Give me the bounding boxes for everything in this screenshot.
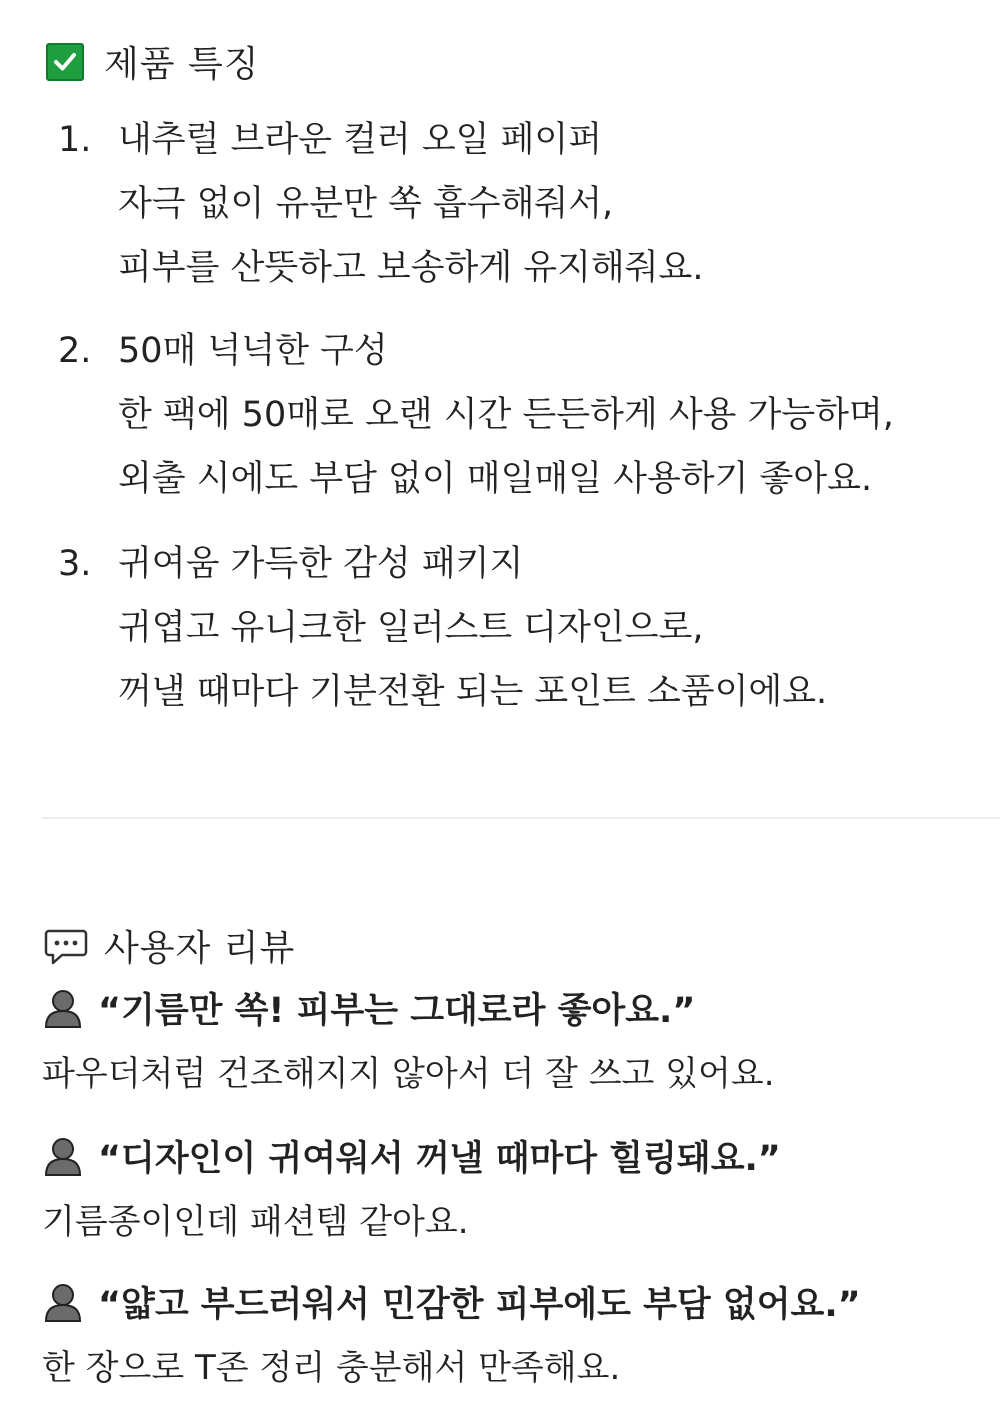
features-title: 제품 특징 [104,44,260,85]
features-heading [46,36,260,87]
feature-description-line: 외출 시에도 부담 없이 매일매일 사용하기 좋아요. [118,459,873,499]
review-body: 파우더처럼 건조해지지 않아서 더 잘 쓰고 있어요. [42,1054,775,1094]
review-body: 한 장으로 T존 정리 충분해서 만족해요. [42,1348,621,1388]
feature-heading: 내추럴 브라운 컬러 오일 페이퍼 [118,120,603,160]
reviews-title: 사용자 리뷰 [104,928,296,969]
feature-number: 2. [58,331,92,371]
feature-description-line: 한 팩에 50매로 오랜 시간 든든하게 사용 가능하며, [118,395,894,435]
feature-description-line: 귀엽고 유니크한 일러스트 디자인으로, [118,608,704,648]
section-divider [42,817,1000,819]
speech-bubble-icon [44,924,88,968]
review-quote: “디자인이 귀여워서 꺼낼 때마다 힐링돼요.” [98,1139,781,1179]
person-icon [42,987,84,1029]
check-mark-button-icon [46,43,84,81]
feature-number: 1. [58,120,92,160]
review-quote-row [42,1274,992,1330]
feature-item-1 [58,108,988,300]
review-quote: “기름만 쏙! 피부는 그대로라 좋아요.” [98,991,696,1031]
feature-heading: 50매 넉넉한 구성 [118,331,388,371]
review-quote-row [42,980,992,1036]
review-item-2 [42,1128,992,1250]
review-item-1 [42,980,992,1102]
feature-item-2 [58,319,988,511]
person-icon [42,1281,84,1323]
feature-description-line: 피부를 산뜻하고 보송하게 유지해줘요. [118,248,704,288]
feature-description-line: 꺼낼 때마다 기분전환 되는 포인트 소품이에요. [118,672,828,712]
feature-description-line: 자극 없이 유분만 쏙 흡수해줘서, [118,184,614,224]
feature-heading: 귀여움 가득한 감성 패키지 [118,544,524,584]
review-body: 기름종이인데 패션템 같아요. [42,1202,469,1242]
reviews-heading [44,920,295,971]
feature-item-3 [58,532,988,724]
review-quote-row [42,1128,992,1184]
review-quote: “얇고 부드러워서 민감한 피부에도 부담 없어요.” [98,1285,861,1325]
person-icon [42,1135,84,1177]
review-item-3 [42,1274,992,1396]
feature-number: 3. [58,544,92,584]
